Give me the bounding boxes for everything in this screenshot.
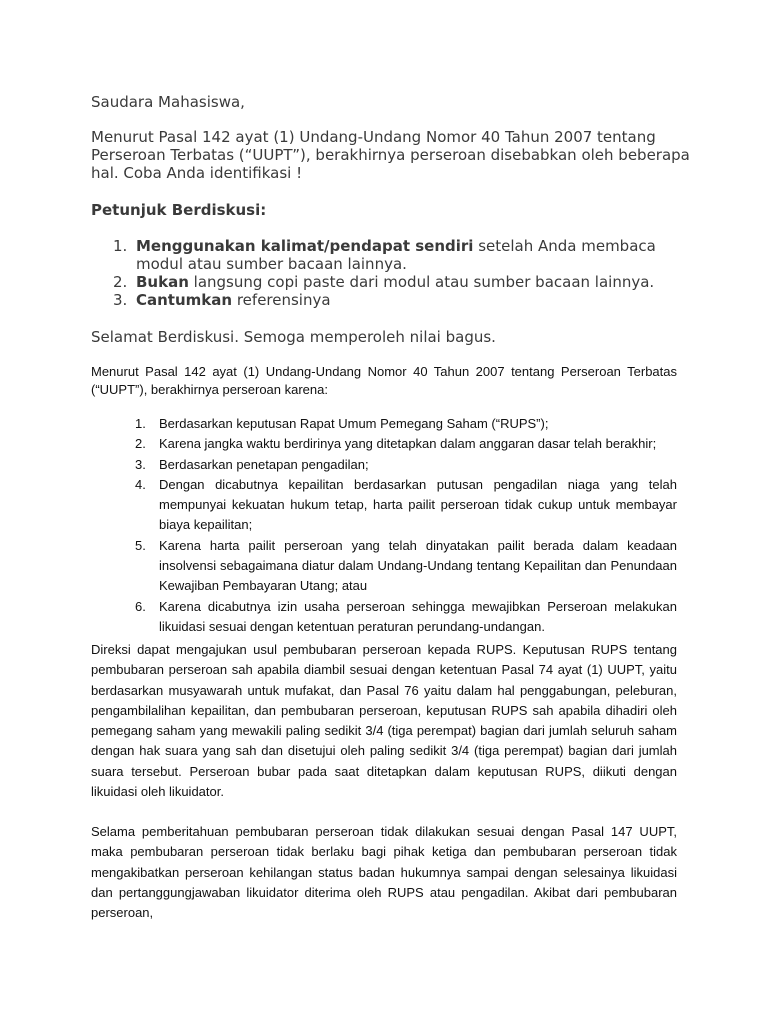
- reason-text: Dengan dicabutnya kepailitan berdasarkan putusan pengadilan niaga yang telah mempunyai kekuatan hukum tetap, harta pailit perseroan tidak cukup untuk membayar biaya kepailitan;: [159, 476, 677, 533]
- list-item: [91, 414, 677, 434]
- list-item: [91, 434, 677, 454]
- list-number: 3.: [135, 456, 146, 472]
- guideline-text: setelah Anda membaca modul atau sumber bacaan lainnya.: [136, 237, 656, 273]
- list-item: [91, 291, 691, 309]
- list-number: 5.: [135, 537, 146, 553]
- list-item: [91, 536, 677, 597]
- answer-paragraph-1: Menurut Pasal 142 ayat (1) Undang-Undang Nomor 40 Tahun 2007 tentang Perseroan Terbatas (“UUPT”), berakhirnya perseroan karena:: [91, 364, 677, 397]
- closing-remark: Selamat Berdiskusi. Semoga memperoleh nilai bagus.: [91, 328, 496, 346]
- list-number: 2.: [135, 436, 146, 452]
- list-number: 1.: [135, 416, 146, 431]
- reason-text: Berdasarkan penetapan pengadilan;: [159, 456, 369, 472]
- list-item: [91, 237, 691, 273]
- guidelines-list: [91, 237, 691, 309]
- list-item: [91, 597, 677, 638]
- guideline-emphasis: Cantumkan: [136, 291, 233, 309]
- greeting: Saudara Mahasiswa,: [91, 93, 245, 111]
- answer-paragraph-3: Selama pemberitahuan pembubaran perseroan tidak dilakukan sesuai dengan Pasal 147 UUPT, maka pembubaran perseroan tidak berlaku bagi pihak ketiga dan pembubaran perseroan tidak mengakibatkan perseroan kehilangan status badan hukumnya sampai dengan selesainya likuidasi dan pertanggungjawaban likuidator diterima oleh RUPS atau pengadilan. Akibat dari pembubaran perseroan,: [91, 824, 677, 921]
- list-number: 6.: [135, 598, 146, 614]
- guideline-emphasis: Menggunakan kalimat/pendapat sendiri: [136, 237, 474, 255]
- guideline-text: referensinya: [232, 291, 331, 309]
- guidelines-heading: Petunjuk Berdiskusi:: [91, 201, 267, 219]
- list-number: 4.: [135, 476, 146, 492]
- list-item: [91, 273, 691, 291]
- reasons-list: [91, 414, 677, 637]
- reason-text: Karena harta pailit perseroan yang telah dinyatakan pailit berada dalam keadaan insolvensi sebagaimana diatur dalam Undang-Undang tentang Kepailitan dan Penundaan Kewajiban Pembayaran Utang; atau: [159, 537, 677, 594]
- list-item: [91, 455, 677, 475]
- list-number: 2.: [113, 273, 128, 291]
- reason-text: Karena jangka waktu berdirinya yang ditetapkan dalam anggaran dasar telah berakhir;: [159, 436, 657, 452]
- list-number: 3.: [113, 291, 128, 309]
- reason-text: Karena dicabutnya izin usaha perseroan sehingga mewajibkan Perseroan melakukan likuidasi sesuai dengan ketentuan peraturan perundang-undangan.: [159, 598, 677, 634]
- guideline-emphasis: Bukan: [136, 273, 189, 291]
- guideline-text: langsung copi paste dari modul atau sumber bacaan lainnya.: [188, 273, 655, 291]
- reason-text: Berdasarkan keputusan Rapat Umum Pemegang Saham (“RUPS”);: [159, 416, 549, 431]
- list-number: 1.: [113, 237, 128, 255]
- list-item: [91, 475, 677, 536]
- discussion-question: Menurut Pasal 142 ayat (1) Undang-Undang Nomor 40 Tahun 2007 tentang Perseroan Terbatas (“UUPT”), berakhirnya perseroan disebabkan oleh beberapa hal. Coba Anda identifikasi !: [91, 128, 690, 182]
- answer-paragraph-2: Direksi dapat mengajukan usul pembubaran perseroan kepada RUPS. Keputusan RUPS tentang pembubaran perseroan sah apabila diambil sesuai dengan ketentuan Pasal 74 ayat (1) UUPT, yaitu berdasarkan musyawarah untuk mufakat, dan Pasal 76 yaitu dalam hal penggabungan, peleburan, pengambilalihan kepailitan, dan pembubaran perseroan, keputusan RUPS sah apabila dihadiri oleh pemegang saham yang mewakili paling sedikit 3/4 (tiga perempat) bagian dari jumlah seluruh saham dengan hak suara yang sah dan disetujui oleh paling sedikit 3/4 (tiga perempat) bagian dari jumlah suara tersebut. Perseroan bubar pada saat ditetapkan dalam keputusan RUPS, diikuti dengan likuidasi oleh likuidator.: [91, 642, 677, 800]
